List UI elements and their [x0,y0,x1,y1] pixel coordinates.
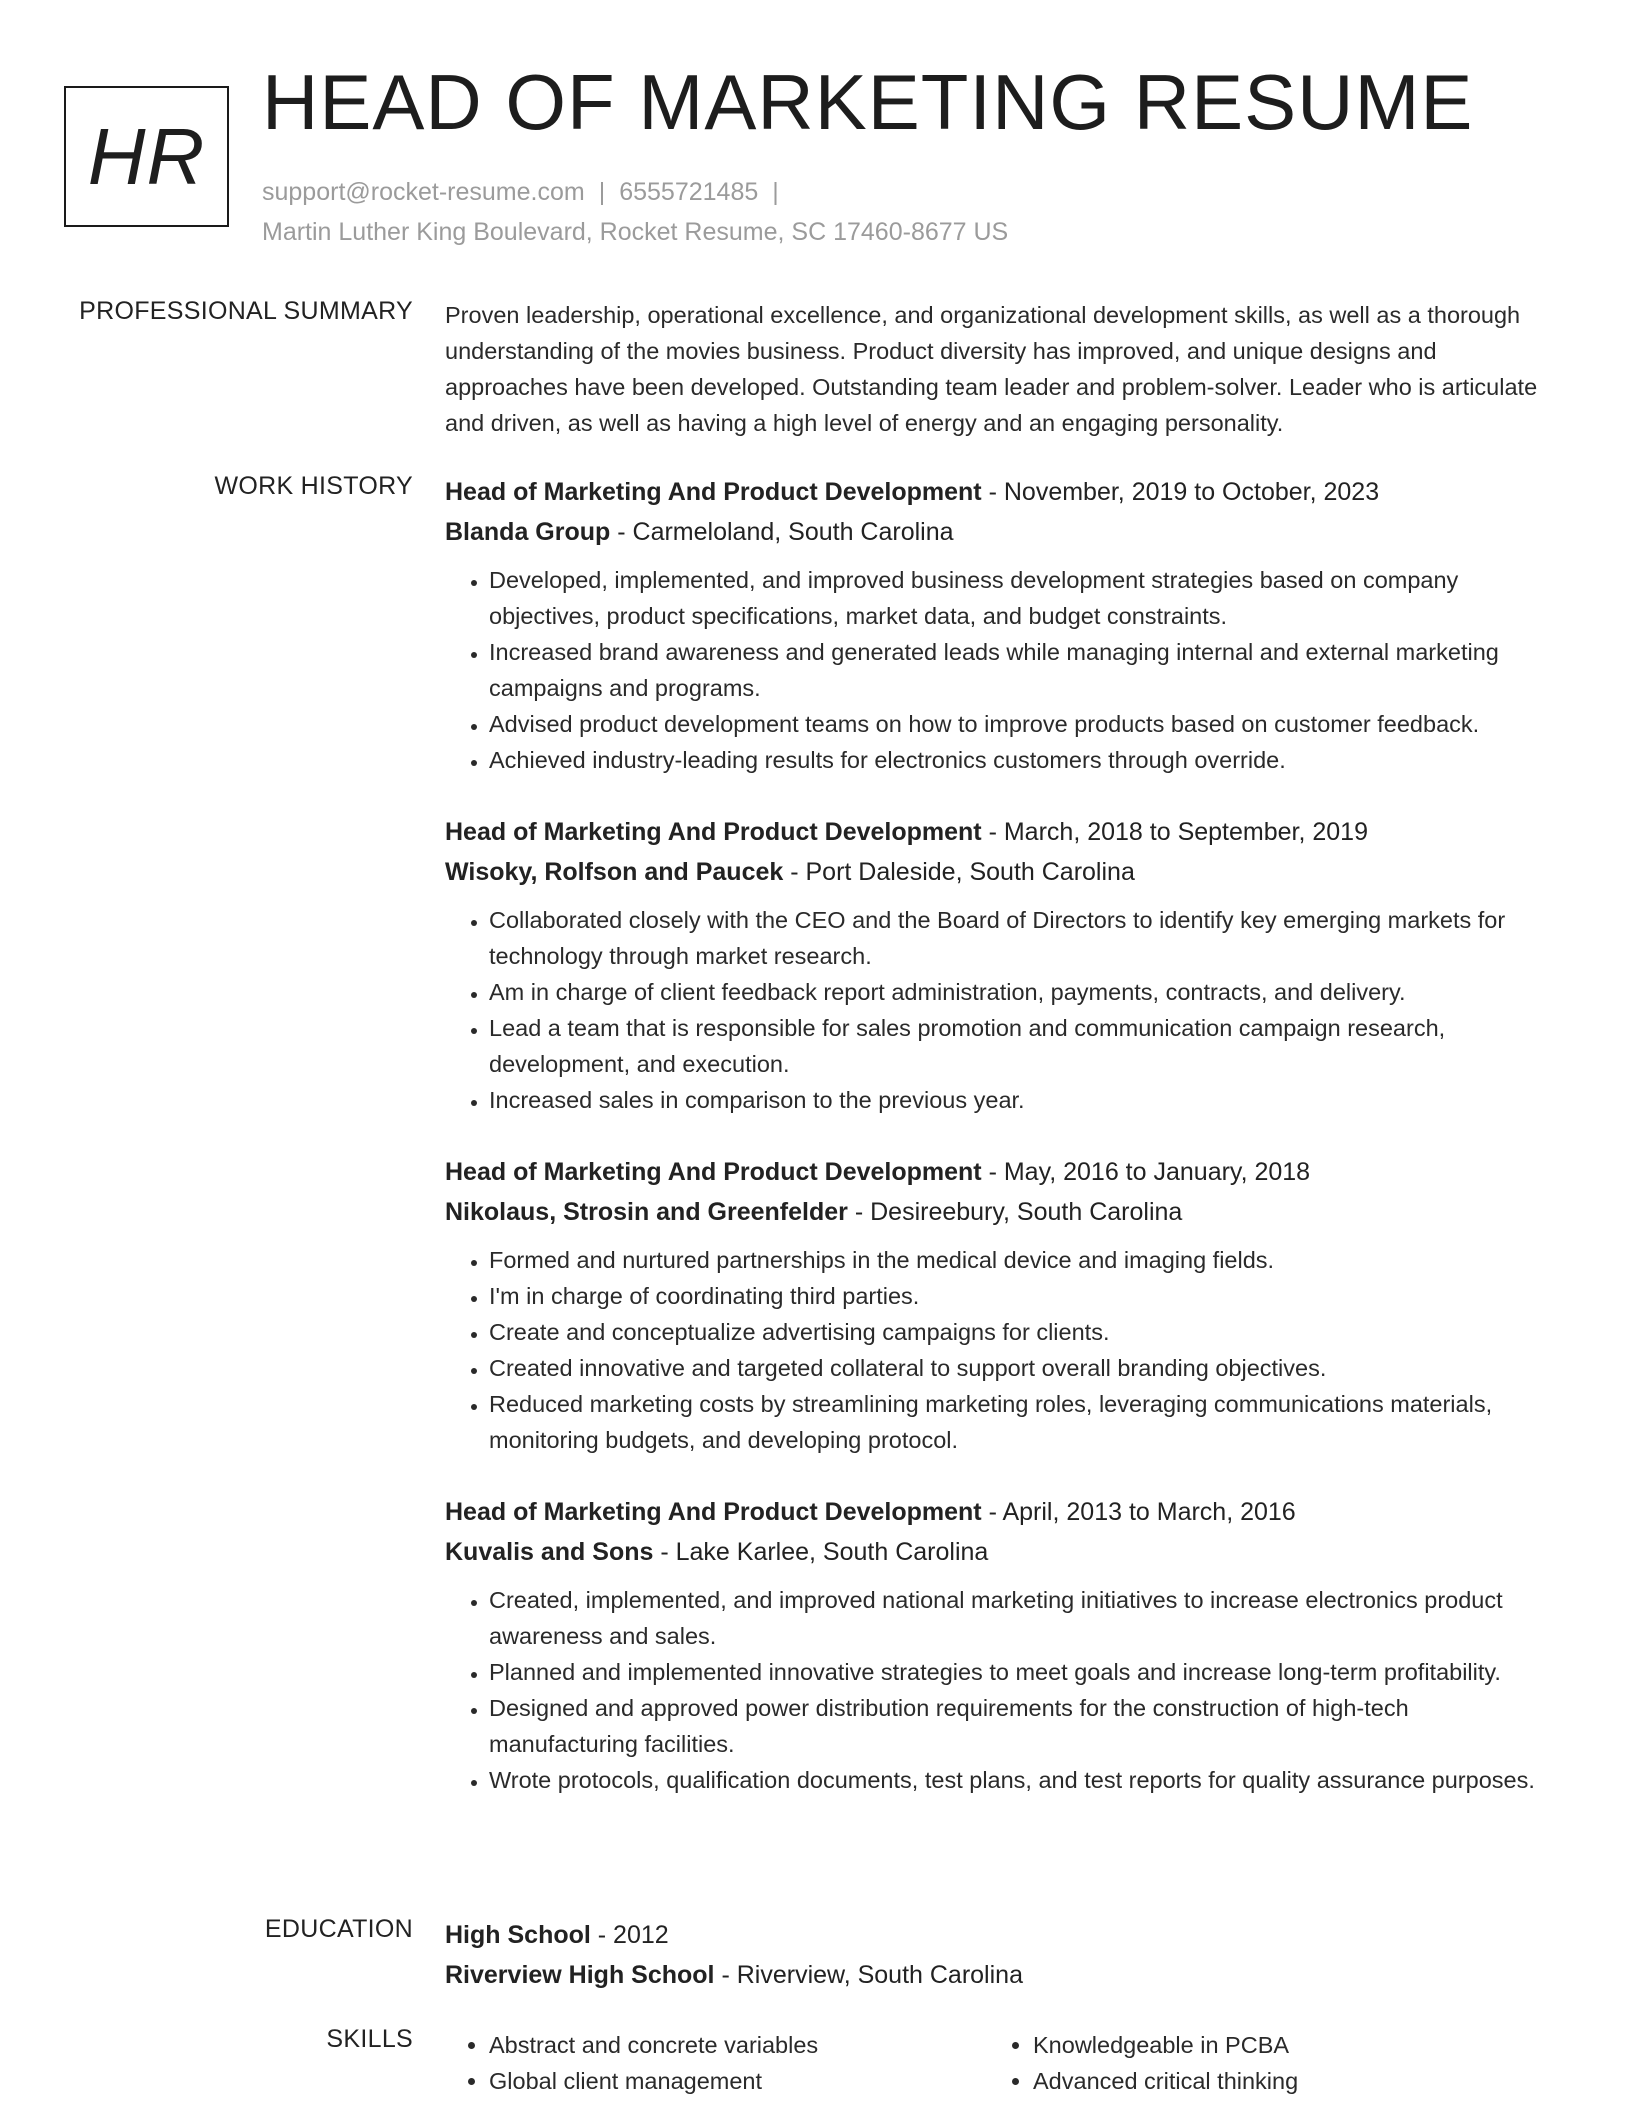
job-location: - Carmeloland, South Carolina [610,518,954,546]
education-degree-line [445,1915,1560,1955]
job-title: Head of Marketing And Product Development [445,818,982,846]
job-bullet: • Advised product development teams on how to improve products based on customer feedback. [489,706,1560,742]
job-company: Wisoky, Rolfson and Paucek [445,858,784,886]
job-bullet: • Lead a team that is responsible for sales promotion and communication campaign research, development, and execution. [489,1010,1560,1082]
job-bullet: • Create and conceptualize advertising campaigns for clients. [489,1314,1560,1350]
job-company-line [445,1192,1560,1232]
job-bullets [445,1582,1560,1798]
contact-info [262,172,1008,252]
job-bullet: • Created innovative and targeted collateral to support overall branding objectives. [489,1350,1560,1386]
section-label-work-history: WORK HISTORY [214,472,413,500]
section-label-education: EDUCATION [264,1915,413,1943]
skill-item: • Knowledgeable in PCBA [1033,2027,1533,2063]
job-title-line [445,812,1560,852]
job-entry [445,1492,1560,1798]
monogram-box [64,86,229,227]
skills-column-right [989,2027,1533,2099]
section-label-skills: SKILLS [326,2025,413,2053]
job-bullets [445,902,1560,1118]
job-bullet: • Collaborated closely with the CEO and the Board of Directors to identify key emerging markets for technology through market research. [489,902,1560,974]
job-entry [445,472,1560,778]
job-company-line [445,512,1560,552]
job-title: Head of Marketing And Product Development [445,1498,982,1526]
job-entry [445,1152,1560,1458]
skill-item: • Global client management [489,2063,989,2099]
job-title-line [445,1492,1560,1532]
education-year: - 2012 [590,1921,669,1949]
resume-title: HEAD OF MARKETING RESUME [262,58,1474,146]
contact-phone[interactable]: 6555721485 [619,178,759,206]
section-label-summary: PROFESSIONAL SUMMARY [79,297,413,325]
job-title: Head of Marketing And Product Development [445,478,982,506]
job-title-line [445,1152,1560,1192]
job-entry [445,812,1560,1118]
job-bullet: • Increased brand awareness and generated leads while managing internal and external marketing campaigns and programs. [489,634,1560,706]
job-bullet: • Designed and approved power distribution requirements for the construction of high-tech manufacturing facilities. [489,1690,1560,1762]
contact-email[interactable]: support@rocket-resume.com [262,178,585,206]
contact-address: Martin Luther King Boulevard, Rocket Resume, SC 17460-8677 US [262,218,1009,246]
job-title-line [445,472,1560,512]
contact-separator: | [598,178,606,206]
education-school-line [445,1955,1560,1995]
job-company: Blanda Group [445,518,611,546]
job-dates: - November, 2019 to October, 2023 [981,478,1380,506]
job-location: - Desireebury, South Carolina [847,1198,1183,1226]
education-degree: High School [445,1921,591,1949]
job-dates: - April, 2013 to March, 2016 [981,1498,1296,1526]
job-bullet: • Created, implemented, and improved national marketing initiatives to increase electronics product awareness and sales. [489,1582,1560,1654]
job-dates: - March, 2018 to September, 2019 [981,818,1368,846]
job-bullet: • Developed, implemented, and improved business development strategies based on company objectives, product specifications, market data, and budget constraints. [489,562,1560,634]
job-bullet: • Reduced marketing costs by streamlining marketing roles, leveraging communications materials, monitoring budgets, and developing protocol. [489,1386,1560,1458]
job-bullet: • Achieved industry-leading results for electronics customers through override. [489,742,1560,778]
job-title: Head of Marketing And Product Development [445,1158,982,1186]
job-bullet: • Formed and nurtured partnerships in the medical device and imaging fields. [489,1242,1560,1278]
monogram-initials: HR [87,111,206,201]
job-bullet: • Increased sales in comparison to the previous year. [489,1082,1560,1118]
job-company-line [445,1532,1560,1572]
job-company-line [445,852,1560,892]
skills-column-left [445,2027,989,2099]
education-location: - Riverview, South Carolina [714,1961,1023,1989]
skill-item: • Abstract and concrete variables [489,2027,989,2063]
job-location: - Lake Karlee, South Carolina [653,1538,989,1566]
job-bullets [445,1242,1560,1458]
skills-grid [445,2027,1560,2099]
job-dates: - May, 2016 to January, 2018 [981,1158,1311,1186]
job-company: Nikolaus, Strosin and Greenfelder [445,1198,848,1226]
job-location: - Port Daleside, South Carolina [783,858,1135,886]
contact-separator: | [772,178,779,206]
job-bullets [445,562,1560,778]
job-bullet: • Planned and implemented innovative strategies to meet goals and increase long-term profitability. [489,1654,1560,1690]
job-bullet: • Am in charge of client feedback report administration, payments, contracts, and delivery. [489,974,1560,1010]
job-company: Kuvalis and Sons [445,1538,654,1566]
job-bullet: • I'm in charge of coordinating third parties. [489,1278,1560,1314]
summary-text: Proven leadership, operational excellence, and organizational development skills, as well as a thorough understanding of the movies business. Product diversity has improved, and unique designs and approaches have been developed. Outstanding team leader and problem-solver. Leader who is articulate and driven, as well as having a high level of energy and an engaging personality. [445,302,1538,436]
education-school: Riverview High School [445,1961,715,1989]
job-bullet: • Wrote protocols, qualification documents, test plans, and test reports for quality assurance purposes. [489,1762,1560,1798]
skill-item: • Advanced critical thinking [1033,2063,1533,2099]
work-history-list [445,472,1560,1832]
